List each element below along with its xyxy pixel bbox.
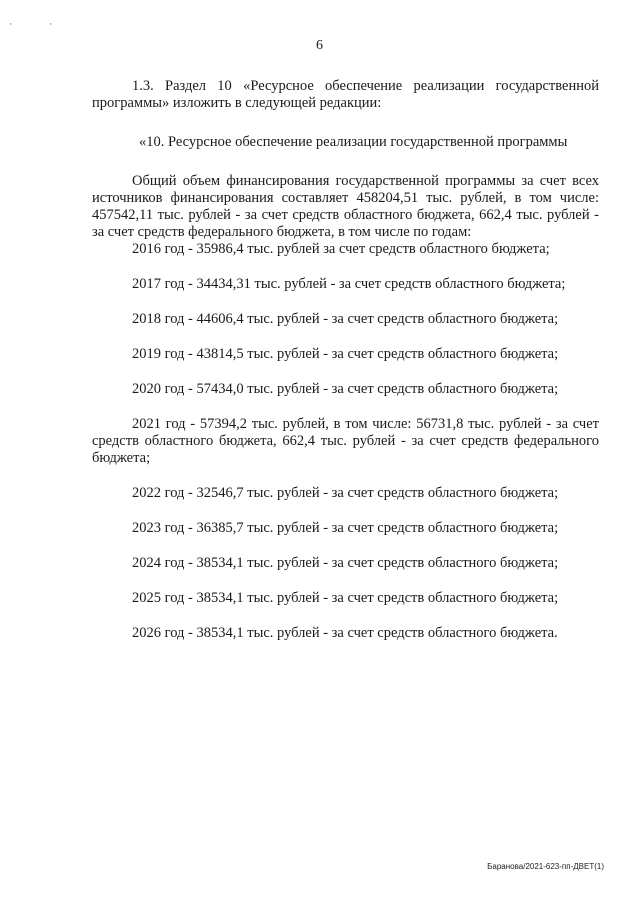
document-reference: Баранова/2021-623-пп-ДВЕТ(1)	[487, 862, 604, 871]
funding-year-item: 2017 год - 34434,31 тыс. рублей - за счет средств областного бюджета;	[132, 276, 566, 292]
page-number: 6	[316, 38, 323, 53]
funding-year-item: 2020 год - 57434,0 тыс. рублей - за счет средств областного бюджета;	[132, 381, 559, 397]
funding-year-item: 2021 год - 57394,2 тыс. рублей, в том числе: 56731,8 тыс. рублей - за счет средств областного бюджета, 662,4 тыс. рублей - за счет средств федерального бюджета;	[92, 416, 599, 466]
total-funding-paragraph: Общий объем финансирования государственной программы за счет всех источников финансирования составляет 458204,51 тыс. рублей, в том числе: 457542,11 тыс. рублей - за счет средств областного бюджета, 662,4 тыс. рублей - за счет средств федерального бюджета, в том числе по годам:	[92, 173, 599, 240]
section-heading: «10. Ресурсное обеспечение реализации государственной программы	[139, 134, 568, 150]
funding-year-item: 2022 год - 32546,7 тыс. рублей - за счет средств областного бюджета;	[132, 485, 559, 501]
funding-year-item: 2026 год - 38534,1 тыс. рублей - за счет средств областного бюджета.	[132, 625, 558, 641]
funding-year-item: 2023 год - 36385,7 тыс. рублей - за счет средств областного бюджета;	[132, 520, 559, 536]
funding-year-item: 2019 год - 43814,5 тыс. рублей - за счет средств областного бюджета;	[132, 346, 559, 362]
funding-year-item: 2018 год - 44606,4 тыс. рублей - за счет средств областного бюджета;	[132, 311, 559, 327]
document-body	[92, 78, 599, 642]
funding-year-item: 2025 год - 38534,1 тыс. рублей - за счет средств областного бюджета;	[132, 590, 559, 606]
funding-year-item: 2024 год - 38534,1 тыс. рублей - за счет средств областного бюджета;	[132, 555, 559, 571]
scan-mark: '	[10, 22, 12, 31]
scan-mark: '	[50, 22, 52, 31]
funding-year-item: 2016 год - 35986,4 тыс. рублей за счет средств областного бюджета;	[132, 241, 550, 257]
funding-by-year-list	[92, 241, 599, 642]
intro-paragraph: 1.3. Раздел 10 «Ресурсное обеспечение реализации государственной программы» изложить в следующей редакции:	[92, 78, 599, 111]
